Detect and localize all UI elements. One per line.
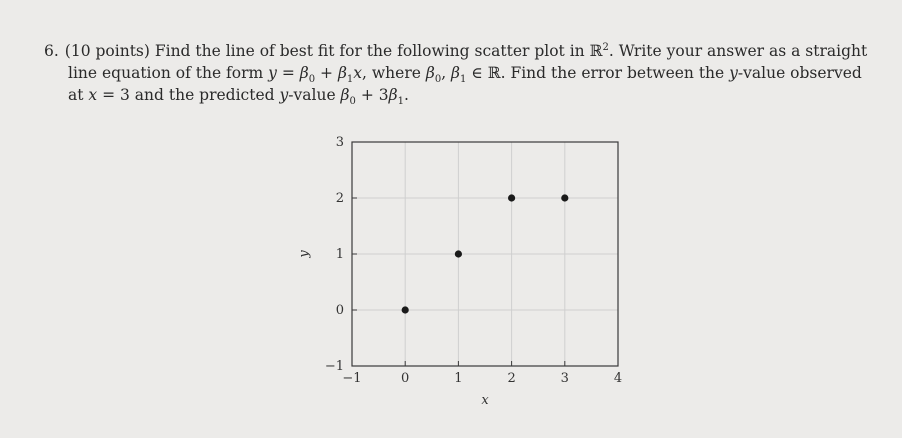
- math-R: ℝ: [589, 42, 603, 60]
- problem-text: . Find the error between the: [500, 64, 730, 82]
- problem-text: line equation of the form: [68, 64, 269, 82]
- x-tick-label: 4: [613, 371, 623, 386]
- math-op: =: [276, 64, 300, 82]
- problem-text: . Write your answer as a straight: [608, 42, 868, 60]
- math-op: ∈ ℝ: [466, 64, 501, 82]
- data-point: [402, 306, 409, 313]
- problem-text: , where: [362, 64, 426, 82]
- math-var: x: [88, 86, 98, 104]
- math-var: β: [425, 64, 435, 82]
- math-var: y: [729, 64, 738, 82]
- y-tick-label: −1: [324, 359, 344, 374]
- math-op: = 3: [97, 86, 130, 104]
- math-sub: 0: [308, 74, 316, 86]
- data-point: [561, 194, 568, 201]
- problem-text: .: [403, 86, 409, 104]
- problem-text: and the predicted: [129, 86, 280, 104]
- x-axis-label: x: [481, 393, 489, 408]
- y-tick-label: 2: [335, 191, 344, 206]
- y-tick-label: 3: [335, 135, 344, 150]
- math-var: β: [340, 86, 350, 104]
- math-var: x: [353, 64, 363, 82]
- x-tick-label: −1: [342, 371, 362, 386]
- math-op: + 3: [355, 86, 389, 104]
- problem-text: Find the line of best fit for the following scatter plot in: [154, 42, 590, 60]
- y-tick-label: 1: [335, 247, 344, 262]
- data-point: [508, 194, 515, 201]
- math-var: y: [268, 64, 277, 82]
- math-var: β: [337, 64, 347, 82]
- x-tick-label: 2: [507, 371, 516, 386]
- math-sub: 1: [397, 96, 404, 108]
- math-sub: 0: [349, 96, 356, 108]
- x-tick-label: 1: [454, 371, 463, 386]
- problem-text: -value: [288, 86, 341, 104]
- y-axis-label: y: [297, 250, 312, 258]
- data-point: [455, 250, 462, 257]
- math-sub: 1: [460, 74, 467, 86]
- math-exponent: 2: [602, 41, 609, 53]
- math-op: ,: [441, 64, 452, 82]
- x-tick-label: 0: [401, 371, 410, 386]
- problem-text: -value observed: [737, 64, 862, 82]
- math-op: +: [315, 64, 338, 82]
- math-sub: 1: [346, 74, 354, 86]
- math-var: β: [451, 64, 461, 82]
- problem-points: (10 points): [64, 42, 150, 60]
- math-var: y: [279, 86, 289, 104]
- math-sub: 0: [434, 74, 442, 86]
- math-var: β: [388, 86, 398, 104]
- x-tick-label: 3: [560, 371, 569, 386]
- problem-number: 6.: [44, 42, 59, 60]
- y-tick-label: 0: [335, 303, 344, 318]
- math-var: β: [299, 64, 309, 82]
- problem-text: at: [68, 86, 89, 104]
